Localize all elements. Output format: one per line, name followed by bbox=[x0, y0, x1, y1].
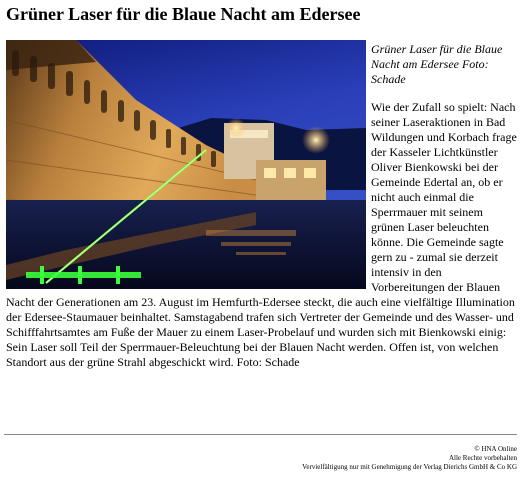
article-headline: Grüner Laser für die Blaue Nacht am Edersee bbox=[6, 4, 361, 24]
footer-divider bbox=[4, 434, 517, 435]
article-body: Wie der Zufall so spielt: Nach seiner Laseraktionen in Bad Wildungen und Korbach frage der Kasseler Lichtkünstler Oliver Bienkowski bei der Gemeinde Edertal an, ob er nicht auch einmal die Sperrmauer mit seinem grünen Laser beleuchten könne. Die Gemeinde sagte gern zu - zumal sie derzeit intensiv in den Vorbereitungen der Blauen Nacht der Generationen am 23. August im Hemfurth-Edersee steckt, die auch eine vielfältige Illumination der Edersee-Staumauer beinhaltet. Samstagabend trafen sich Vertreter der Gemeinde und des Wasser- und Schifffahrtsamtes am Fuße der Mauer zu einem Laser-Probelauf und wurden sich mit Bienkowski einig: Sein Laser soll Teil der Sperrmauer-Beleuchtung bei der Blauen Nacht werden. Offen ist, von welchen Standort aus der grüne Strahl abgeschickt wird. Foto: Schade bbox=[6, 100, 517, 369]
footer bbox=[302, 445, 517, 472]
photo-caption: Grüner Laser für die Blaue Nacht am Edersee Foto: Schade bbox=[371, 42, 503, 86]
reproduction-notice: Vervielfältigung nur mit Genehmigung der Verlag Dierichs GmbH & Co KG bbox=[302, 463, 517, 471]
article-content bbox=[6, 40, 518, 370]
rights-notice: Alle Rechte vorbehalten bbox=[448, 454, 517, 462]
copyright-notice: © HNA Online bbox=[474, 445, 517, 453]
article-photo bbox=[6, 40, 366, 289]
